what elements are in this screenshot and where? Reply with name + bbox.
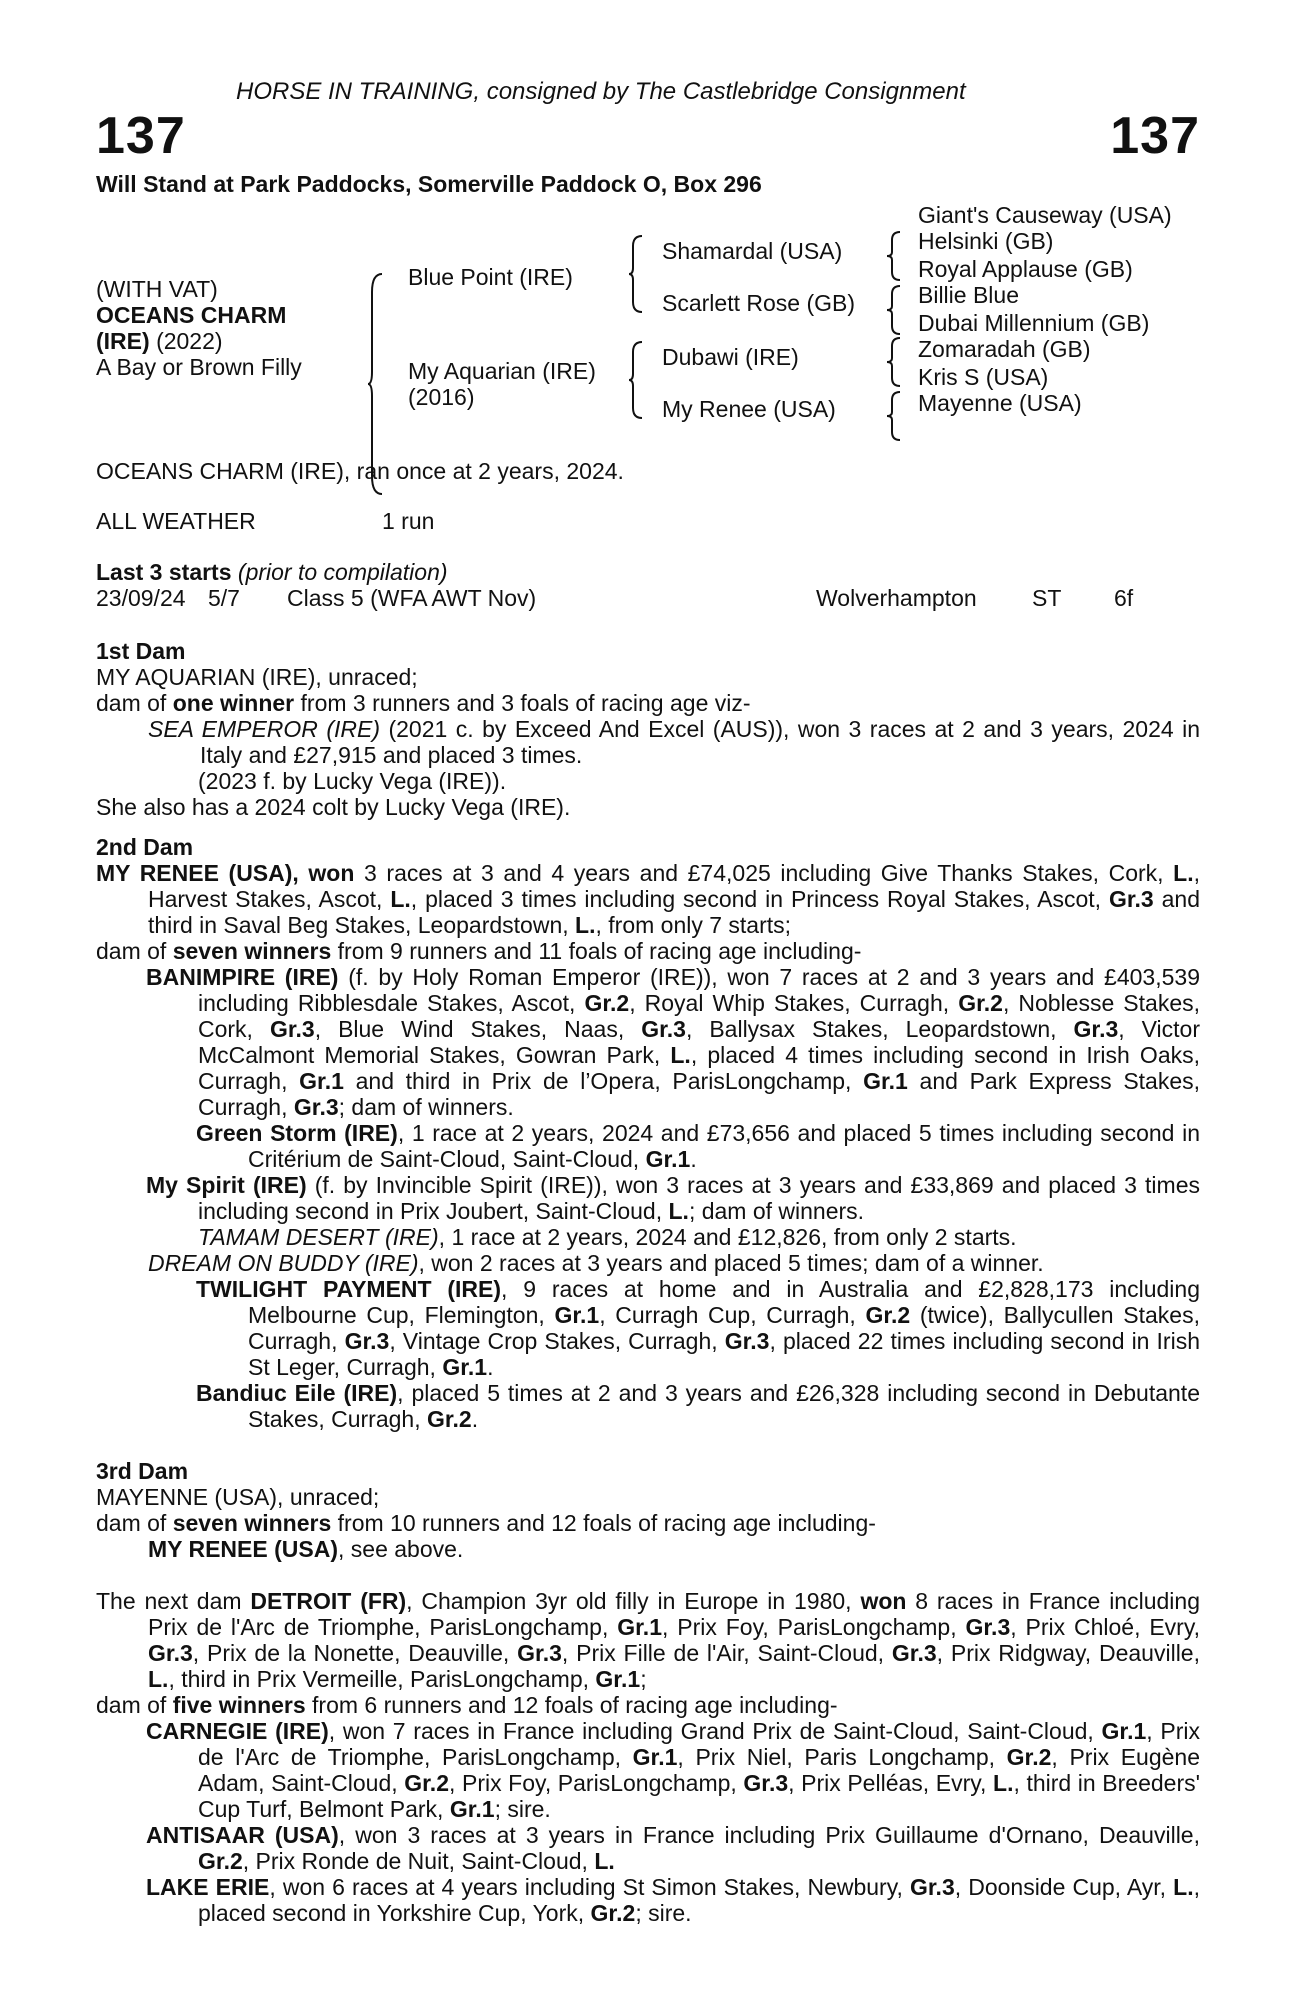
gen3-8: Mayenne (USA) [918, 390, 1082, 416]
gen3-1: Giant's Causeway (USA) [918, 202, 1172, 228]
gen3-4: Billie Blue [918, 282, 1019, 308]
start-going: ST [1032, 585, 1062, 611]
start-date: 23/09/24 [96, 585, 186, 611]
surface-label: ALL WEATHER [96, 508, 256, 534]
carnegie-entry: CARNEGIE (IRE), won 7 races in France including Grand Prix de Saint-Cloud, Saint-Cloud, Gr.1, Prix de l'Arc de Triomphe, ParisLongchamp, Gr.1, Prix Niel, Paris Longchamp, Gr.2, Prix Eugène Adam, Saint-Cloud, Gr.2, Prix Foy, ParisLongchamp, Gr.3, Prix Pelléas, Evry, L., third in Breeders' Cup Turf, Belmont Park, Gr.1; sire. [146, 1718, 1201, 1822]
third-dam-heading: 3rd Dam [96, 1458, 189, 1484]
start-race: Class 5 (WFA AWT Nov) [287, 585, 537, 611]
start-row [96, 585, 1200, 611]
dam-dam: My Renee (USA) [662, 396, 836, 422]
next-dam-section [96, 1588, 1200, 1926]
third-dam-section [96, 1458, 1200, 1562]
antisaar-entry: ANTISAAR (USA), won 3 races at 3 years in France including Prix Guillaume d'Ornano, Deauville, Gr.2, Prix Ronde de Nuit, Saint-Cloud, L. [146, 1822, 1200, 1874]
gen3-brace-4 [886, 390, 902, 442]
record-line: OCEANS CHARM (IRE), ran once at 2 years, 2024. [96, 458, 624, 484]
sire-dam: Scarlett Rose (GB) [662, 290, 855, 316]
surface-runs: 1 run [382, 508, 435, 534]
gen3-2: Helsinki (GB) [918, 228, 1054, 254]
horse-name-line2 [96, 328, 223, 355]
horse-year: (2022) [156, 328, 223, 354]
first-dam-note: She also has a 2024 colt by Lucky Vega (IRE). [96, 794, 571, 820]
last-starts-heading: Last 3 starts [96, 559, 232, 585]
first-dam-heading: 1st Dam [96, 638, 186, 664]
dream-on-buddy-entry: DREAM ON BUDDY (IRE), won 2 races at 3 years and placed 5 times; dam of a winner. [148, 1250, 1044, 1276]
consignment-line: HORSE IN TRAINING, consigned by The Castlebridge Consignment [236, 78, 966, 105]
race-record-summary [96, 458, 1200, 484]
surface-summary [96, 508, 1200, 534]
next-dam-record: The next dam DETROIT (FR), Champion 3yr old filly in Europe in 1980, won 8 races in France including Prix de l'Arc de Triomphe, ParisLongchamp, Gr.1, Prix Foy, ParisLongchamp, Gr.3, Prix Chloé, Evry, Gr.3, Prix de la Nonette, Deauville, Gr.3, Prix Fille de l'Air, Saint-Cloud, Gr.3, Prix Ridgway, Deauville, L., third in Prix Vermeille, ParisLongchamp, Gr.1; [96, 1588, 1201, 1692]
gen3-brace-2 [886, 284, 902, 336]
horse-country: (IRE) [96, 328, 150, 354]
stand-location: Will Stand at Park Paddocks, Somerville Paddock O, Box 296 [96, 171, 762, 197]
first-dam-line1: MY AQUARIAN (IRE), unraced; [96, 664, 418, 690]
gen3-3: Royal Applause (GB) [918, 256, 1133, 282]
green-storm-entry: Green Storm (IRE), 1 race at 2 years, 2024 and £73,656 and placed 5 times including second in Critérium de Saint-Cloud, Saint-Cloud, Gr.1. [196, 1120, 1200, 1172]
twilight-payment-entry: TWILIGHT PAYMENT (IRE), 9 races at home and in Australia and £2,828,173 including Melbourne Cup, Flemington, Gr.1, Curragh Cup, Curragh, Gr.2 (twice), Ballycullen Stakes, Curragh, Gr.3, Vintage Crop Stakes, Curragh, Gr.3, placed 22 times including second in Irish St Leger, Curragh, Gr.1. [196, 1276, 1200, 1380]
horse-name: OCEANS CHARM [96, 302, 287, 328]
third-dam-line3: MY RENEE (USA), see above. [148, 1536, 464, 1562]
bandiuc-eile-entry: Bandiuc Eile (IRE), placed 5 times at 2 and 3 years and £26,328 including second in Debutante Stakes, Curragh, Gr.2. [196, 1380, 1200, 1432]
start-position: 5/7 [208, 585, 240, 611]
pedigree-table [96, 200, 1200, 500]
dam-year: (2016) [408, 384, 475, 410]
first-dam-foal2: (2023 f. by Lucky Vega (IRE)). [198, 768, 507, 794]
second-dam-record: MY RENEE (USA), won 3 races at 3 and 4 years and £74,025 including Give Thanks Stakes, Cork, L., Harvest Stakes, Ascot, L., placed 3 times including second in Princess Royal Stakes, Ascot, Gr.3 and third in Saval Beg Stakes, Leopardstown, L., from only 7 starts; [96, 860, 1201, 938]
dam-brace [628, 340, 644, 420]
dam-sire: Dubawi (IRE) [662, 344, 799, 370]
gen3-6: Zomaradah (GB) [918, 336, 1091, 362]
third-dam-line1: MAYENNE (USA), unraced; [96, 1484, 380, 1510]
next-dam-produce: dam of five winners from 6 runners and 12 foals of racing age including- [96, 1692, 838, 1718]
lot-number-right: 137 [1110, 107, 1200, 165]
first-dam-line2: dam of one winner from 3 runners and 3 foals of racing age viz- [96, 690, 751, 716]
lot-number-left: 137 [96, 107, 186, 165]
sire-brace [628, 234, 644, 314]
last-starts [96, 559, 1200, 611]
my-spirit-entry: My Spirit (IRE) (f. by Invincible Spirit (IRE)), won 3 races at 3 years and £33,869 and placed 3 times including second in Prix Joubert, Saint-Cloud, L.; dam of winners. [146, 1172, 1200, 1224]
horse-description: A Bay or Brown Filly [96, 354, 302, 380]
start-course: Wolverhampton [816, 585, 977, 611]
first-dam-foal1: SEA EMPEROR (IRE) (2021 c. by Exceed And Excel (AUS)), won 3 races at 2 and 3 years, 2024 in Italy and £27,915 and placed 3 times. [148, 716, 1200, 768]
lake-erie-entry: LAKE ERIE, won 6 races at 4 years including St Simon Stakes, Newbury, Gr.3, Doonside Cup, Ayr, L., placed second in Yorkshire Cup, York, Gr.2; sire. [146, 1874, 1200, 1926]
first-dam-section [96, 638, 1200, 820]
start-distance: 6f [1114, 585, 1134, 611]
gen3-brace-1 [886, 230, 902, 282]
second-dam-section [96, 834, 1200, 1432]
sire-sire: Shamardal (USA) [662, 238, 843, 264]
gen3-7: Kris S (USA) [918, 364, 1049, 390]
second-dam-heading: 2nd Dam [96, 834, 194, 860]
vat-label: (WITH VAT) [96, 276, 218, 302]
gen3-5: Dubai Millennium (GB) [918, 310, 1150, 336]
last-starts-note: (prior to compilation) [237, 559, 448, 585]
sire: Blue Point (IRE) [408, 264, 573, 290]
banimpire-entry: BANIMPIRE (IRE) (f. by Holy Roman Emperor (IRE)), won 7 races at 2 and 3 years and £403,539 including Ribblesdale Stakes, Ascot, Gr.2, Royal Whip Stakes, Curragh, Gr.2, Noblesse Stakes, Cork, Gr.3, Blue Wind Stakes, Naas, Gr.3, Ballysax Stakes, Leopardstown, Gr.3, Victor McCalmont Memorial Stakes, Gowran Park, L., placed 4 times including second in Irish Oaks, Curragh, Gr.1 and third in Prix de l’Opera, ParisLongchamp, Gr.1 and Park Express Stakes, Curragh, Gr.3; dam of winners. [146, 964, 1201, 1120]
dam: My Aquarian (IRE) [408, 358, 596, 384]
second-dam-produce: dam of seven winners from 9 runners and 11 foals of racing age including- [96, 938, 862, 964]
tamam-desert-entry: TAMAM DESERT (IRE), 1 race at 2 years, 2024 and £12,826, from only 2 starts. [198, 1224, 1017, 1250]
third-dam-line2: dam of seven winners from 10 runners and 12 foals of racing age including- [96, 1510, 876, 1536]
gen3-brace-3 [886, 336, 902, 388]
